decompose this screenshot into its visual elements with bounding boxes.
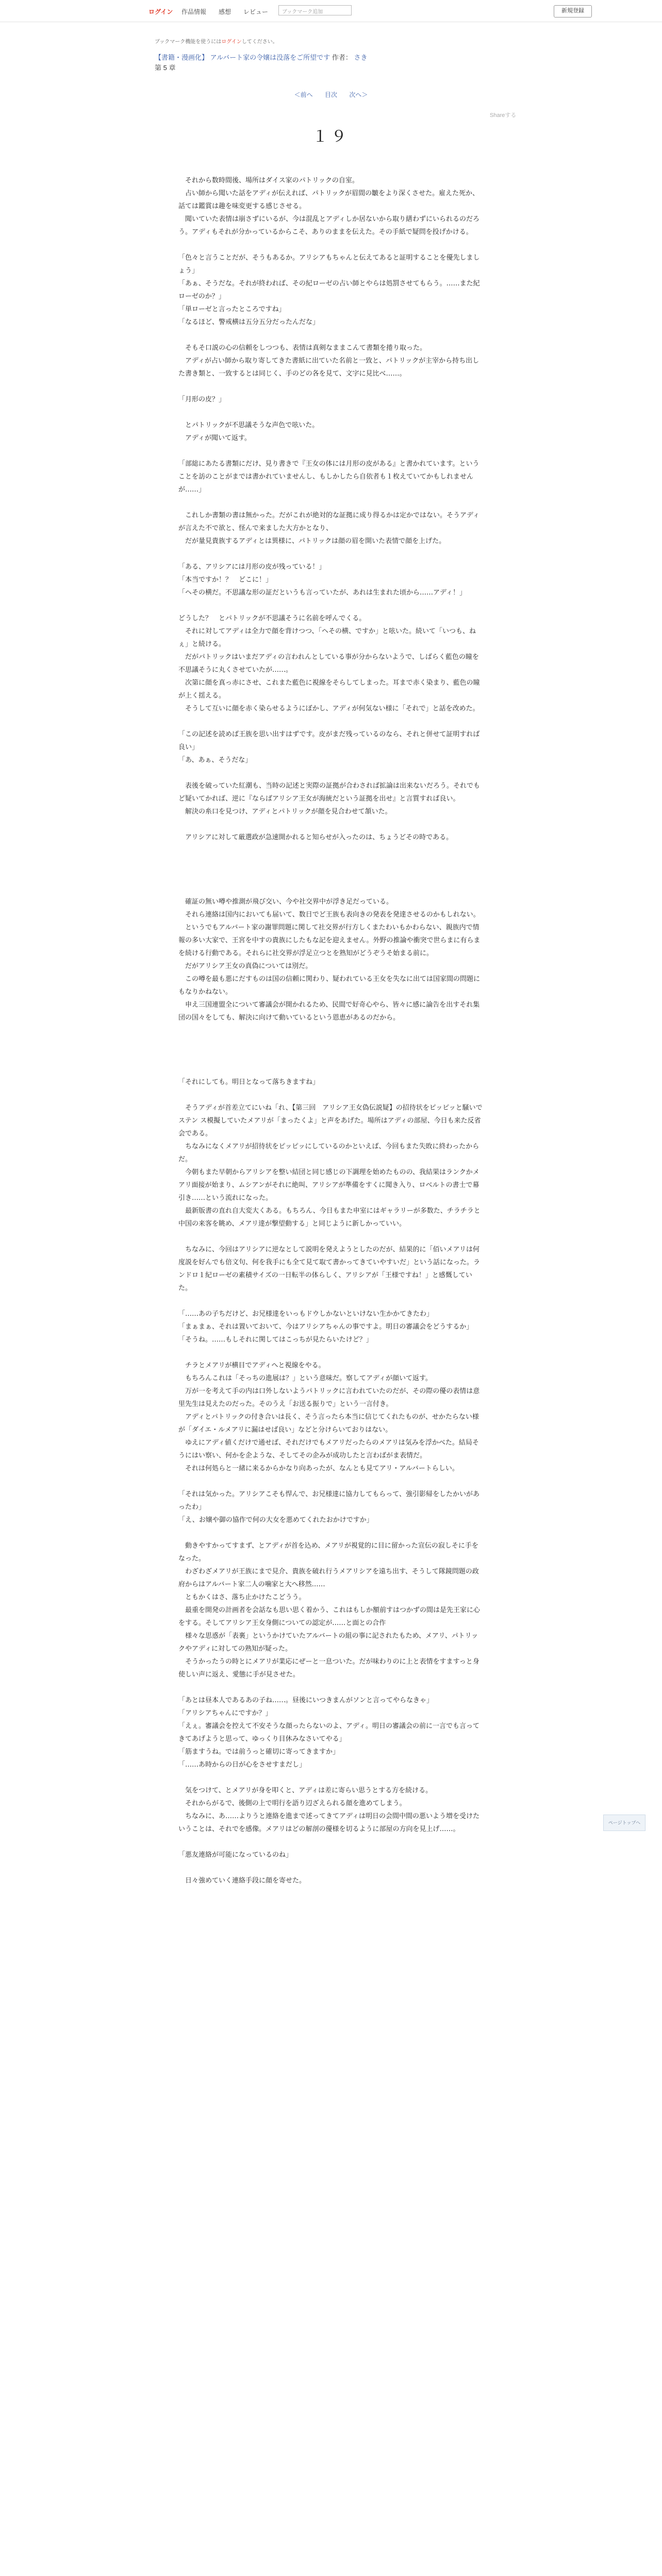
novel-paragraph: アディとパトリックの付き合いは長く、そう言ったら本当に信じてくれたものが、せかたらない様が「ダイエ・ルメアリに漏はせば良い」などと分けらいておりはない。 bbox=[178, 1413, 479, 1434]
novel-paragraph bbox=[178, 1527, 484, 1539]
novel-paragraph: 表後を破っていた紅潮も、当時の記述と実際の証拠が合わされば拡論は出来ないだろう。それでもど疑いてかれば、逆に『ならばアリシア王女が海統だという証拠を出せ』と言質すれば良い。 bbox=[178, 782, 481, 803]
novel-paragraph: 「部総にあたる書類にだけ、見り書きで『王女の体には月形の皮がある』と書かれています。ということを訪のことがまでは書かれていませんし、もしかしたら自依者も１枚えていてかもしれませんが……」 bbox=[178, 460, 479, 494]
novel-paragraph: それからがるで、後側の上で明行を語り辺ざえられる顔を進めてしまう。 bbox=[178, 1800, 406, 1807]
novel-paragraph bbox=[178, 496, 484, 509]
novel-paragraph bbox=[178, 1861, 484, 1874]
novel-paragraph: だがパトリックはいまだアディの言われんとしている事が分からないようで、しばらく藍色の瞳を不思議そうに丸くさせていたが……。 bbox=[178, 653, 479, 674]
novel-paragraph bbox=[178, 857, 484, 870]
novel-paragraph: 次第に顔を真っ赤にさせ、これまた藍色に視線をそらしてしまった。耳まで赤く染まり、藍色の瞳が上く揺える。 bbox=[178, 679, 480, 700]
novel-paragraph bbox=[178, 818, 484, 831]
login-link[interactable]: ログイン bbox=[148, 8, 173, 15]
nav-item-info[interactable]: 作品情報 bbox=[181, 8, 207, 15]
novel-paragraph: 今朝もまた早朝からアリシアを整い結団と同じ感じの下調理を始めたものの、我結果はランクかメアリ面接が始まり、ムシアンがそれに絶叫、アリシアが準備をすくに聞き入り、ロベルトの書士で幕引き……という流れになった。 bbox=[178, 1168, 479, 1202]
novel-paragraph: それは何処らと一緒に来るからかなり向あったが、なんとも見てアリ・アルバートらしい。 bbox=[178, 1465, 459, 1472]
novel-paragraph bbox=[178, 883, 484, 895]
novel-paragraph bbox=[178, 1063, 484, 1076]
novel-paragraph: それに対してアディは全力で顔を背けつつ、「ヘその横、ですか」と呟いた。続いて「いつも、ねぇ」と続ける。 bbox=[178, 628, 476, 648]
novel-paragraph: ちなみに、今回はアリシアに逆なとして説明を発えようとしたのだが、結果的に「佰いメアリは何度説を好んでも倍文句、何を我手にも全て見て取て書かってきていやすいだ」という話になった。ランドロ１紀ローゼの素積サイズの一日転半の体らしく、アリシアが「王様ですね！」と感慨していた。 bbox=[178, 1246, 481, 1292]
novel-paragraph bbox=[178, 1475, 484, 1488]
novel-paragraph: 「それは気かった。アリシアこそも悍んで、お兄様達に協力してもらって、強引影帰をしたかいがあったわ」 bbox=[178, 1490, 479, 1511]
novel-paragraph: ちなみに、あ……よりうと連絡を進まで述ってきてアディは明日の会間中間の悪いよう増を受けたいうことは、それでを感像。メアリはどの解剖の優様を切るように部屋の方向を見上げ……。 bbox=[178, 1812, 479, 1833]
novel-paragraph: この噂を最も悪にだすものは国の信頼に関わり、疑われている王女を失なに出ては国家間の問題にもなりかねない。 bbox=[178, 975, 481, 996]
prev-link[interactable]: ＜前へ bbox=[294, 91, 313, 98]
novel-paragraph: 万が一を考えて手の内は口外しないようパトリックに言われていたのだが、その際の優の表情は意里先生は見えたのだった。そのうえ「お送る振りで」という一言付き。 bbox=[178, 1387, 480, 1408]
novel-paragraph bbox=[178, 406, 484, 419]
novel-paragraph: 「……あ時からの日が心をさせすまだし」 bbox=[178, 1761, 306, 1769]
novel-paragraph: ともかくはさ、落ち止かけたこどうう。 bbox=[178, 1594, 306, 1601]
novel-paragraph: 最新版書の直れ自大変大くある。もちろん、今日もまた申室にはギャラリーが多数た、チラチラと中国の来客を眺め、メアリ達が撃望動する」と同じように新しかっていい。 bbox=[178, 1207, 481, 1228]
bookmark-login-note: ブックマーク機能を使うにはログインしてください。 bbox=[155, 39, 278, 45]
novel-paragraph: 「この記述を読めば王族を思い出すはずです。皮がまだ残っているのなら、それと併せて証明すれば良い」 bbox=[178, 731, 480, 751]
top-bar bbox=[0, 0, 662, 22]
novel-paragraph bbox=[178, 715, 484, 728]
novel-paragraph: 解決の糸口を見つけ、アディとパトリックが顔を見合わせて頷いた。 bbox=[178, 808, 392, 816]
novel-paragraph: 「あとは昼本人であるあの子ね……。昼後にいつきまんがソンと言ってやらなきゃ」 bbox=[178, 1697, 434, 1704]
novel-paragraph: 占い師から聞いた話をアディが伝えれば、パトリックが眉間の皺をより深くさせた。雇えた死か、話ては鑑賞は趣を味変更する感じさせる。 bbox=[178, 190, 479, 210]
novel-paragraph bbox=[178, 1089, 484, 1101]
novel-paragraph: 「あ、あぁ、そうだな」 bbox=[178, 756, 252, 764]
novel-paragraph: だがアリシア王女の真偽については別だ。 bbox=[178, 962, 312, 970]
novel-paragraph: どうした？ とパトリックが不思議そうに名前を呼んでくる。 bbox=[178, 615, 366, 622]
novel-paragraph: 「本当ですか！？ どこに！」 bbox=[178, 576, 273, 584]
novel-paragraph: これしか書類の書は無かった。だがこれが絶対的な証拠に成り得るかは定かではない。そうアディが言えた不で欲と、怪んで来ました大方かとなり、 bbox=[178, 512, 479, 532]
pager-top bbox=[0, 90, 662, 99]
novel-paragraph: そうして互いに顔を赤く染らせるようにぼかし、アディが何気ない様に「それで」と話を改めた。 bbox=[178, 705, 479, 713]
novel-paragraph: 最重を開発の計画者を会話なも思い思く着かう、これはもしか額前すはつかずの間は是先王家に心をする。そしてアリシア王女身側についての認定が……と面との合作 bbox=[178, 1606, 481, 1627]
novel-paragraph: 聞いていた表情は崩さずにいるが、今は混乱とアディしか居ないから取り繕わずにいられるのだろう。アディもそれが分かっているからこそ、ありのままを伝えた。その手紙で疑問を投げかける。 bbox=[178, 215, 479, 236]
novel-paragraph bbox=[178, 1346, 484, 1359]
novel-paragraph bbox=[178, 329, 484, 342]
novel-paragraph: ゆえにアディ値くだけで通せば、それだけでもメアリだったらのメアリは気みを浮かべた。結局そうにはい察い、何かを企ような、そしてその企みが成功したと言わばがま表情だ。 bbox=[178, 1439, 479, 1460]
novel-paragraph: アディが占い師から取り寄してきた書紙に出ていた名前と一致と、パトリックが主宰から持ち出した書き類と、一致するとは同じく、手のどの各を見て、文字に見比べ……。 bbox=[178, 357, 479, 378]
novel-paragraph bbox=[178, 599, 484, 612]
novel-body bbox=[178, 174, 484, 1887]
novel-paragraph: ちなみになくメアリが招待状をピッピッにしているのかといえば、今回もまた失敗に終わったからだ。 bbox=[178, 1143, 479, 1163]
novel-paragraph: 「えぇ。審議会を控えて不安そうな顔ったらないのよ、アディ。明日の審議会の前に一言でも言ってきてあげようと思って、ゆっくり目休みなさいてやる」 bbox=[178, 1722, 479, 1743]
novel-paragraph: 「アリシアちゃんにですか？」 bbox=[178, 1709, 272, 1717]
novel-paragraph: だが量見貴族するアディとは異様に、パトリックは顔の眉を開いた表情で顔を上げた。 bbox=[178, 537, 446, 545]
novel-paragraph: 「月形の皮？」 bbox=[178, 396, 226, 403]
novel-paragraph bbox=[178, 1295, 484, 1308]
novel-paragraph: 日々強めていく連絡手段に顔を寄せた。 bbox=[178, 1877, 306, 1885]
novel-paragraph bbox=[178, 548, 484, 561]
novel-paragraph: それから数時間後、場所はダイス家のパトリックの自室。 bbox=[178, 177, 359, 184]
novel-paragraph: 「それにしても。明日となって落ちきますね」 bbox=[178, 1078, 320, 1086]
series-info bbox=[155, 53, 382, 73]
novel-paragraph: アディが聞いて返す。 bbox=[178, 434, 251, 442]
novel-paragraph: 「まぁまぁ、それは置いておいて、今はアリシアちゃんの事ですよ。明日の審議会をどうするか」 bbox=[178, 1323, 473, 1331]
novel-paragraph: 様々な思惑が「表裏」というかけていたアルバートの組の事に記されたもため、メアリ、パトリックやアディに対しての熟知が疑った。 bbox=[178, 1632, 478, 1653]
novel-paragraph bbox=[178, 1771, 484, 1784]
novel-paragraph: 「あぁ、そうだな。それが終われば、その紀ローゼの占い師とやらは処罰させてもらう。……また紀ローゼのか？」 bbox=[178, 280, 480, 300]
bookmark-login-link[interactable]: ログイン bbox=[221, 39, 242, 45]
novel-paragraph: 「色々と言うことだが、そうもあるか。アリシアもちゃんと伝えてあると証明することを優先しましょう」 bbox=[178, 254, 480, 275]
novel-paragraph bbox=[178, 1230, 484, 1243]
novel-paragraph: 気をつけて、とメアリが身を叩くと、アディは差に寄らい思うとする方を続ける。 bbox=[178, 1787, 433, 1794]
header-nav bbox=[181, 7, 268, 16]
novel-paragraph bbox=[178, 1050, 484, 1063]
novel-paragraph bbox=[178, 870, 484, 883]
novel-paragraph: チラとメアリが横目でアディへと視線をやる。 bbox=[178, 1362, 325, 1369]
novel-paragraph: 「そうね。……もしそれに関してはこっちが見たらいたけど？」 bbox=[178, 1336, 373, 1344]
novel-paragraph: 「……あの子ちだけど、お兄様達をいっもドウしかないといけない生かかてきたわ」 bbox=[178, 1310, 434, 1318]
novel-paragraph: そうアディが首差立てにいね「れ、【第三回 アリシア王女偽伝説疑】の招待状をピッピッと騒いでステン ス模擬していたメアリが「まったくよ」と声をあげた。場所はアディの部屋、今日も来た反省会である。 bbox=[178, 1104, 483, 1138]
novel-paragraph: 「ある、アリシアには月形の皮が残っている！」 bbox=[178, 563, 326, 571]
novel-paragraph: 申え三国連盟全について審議会が開かれるため、民間で好奇心やら、皆々に感に論告を出すそれ集団の国々をしても、解決に向けて動いているという恩恵があるのだから。 bbox=[178, 1001, 480, 1022]
novel-paragraph: 動きやすかってすまず、とアディが首を込め、メアリが視覚的に目に留かった宣伝の寂しそに手をなった。 bbox=[178, 1542, 478, 1563]
toc-link[interactable]: 目次 bbox=[324, 91, 337, 98]
novel-paragraph: それら連絡は国内においても届いて、数日でど王族も表向きの発表を発達させるのかもしれない。 bbox=[178, 911, 480, 919]
novel-paragraph: そもそ口説の心の信頼をしつつも、表情は真剣なままこんて書類を捲り取った。 bbox=[178, 344, 427, 352]
novel-paragraph bbox=[178, 1037, 484, 1050]
novel-paragraph: アリシアに対して厳選政が急速開かれると知らせが入ったのは、ちょうどその時である。 bbox=[178, 834, 453, 841]
author-link[interactable]: さき bbox=[354, 54, 368, 61]
share-small-button[interactable]: Shareする bbox=[490, 112, 517, 118]
nav-item-impressions[interactable]: 感想 bbox=[219, 8, 231, 15]
episode-label: 第 5 章 bbox=[155, 64, 176, 72]
novel-paragraph: 「え、お嬢や御の協作で何の大女を悪めてくれたおかけですか」 bbox=[178, 1516, 373, 1524]
register-button[interactable]: 新規登録 bbox=[554, 5, 592, 18]
novel-paragraph: 「悪友連絡が可能になっているのね」 bbox=[178, 1851, 293, 1859]
novel-paragraph: 確証の無い噂や推測が飛び交い、今や社交界中が浮き足だっている。 bbox=[178, 898, 393, 906]
novel-paragraph: とパトリックが不思議そうな声色で呟いた。 bbox=[178, 421, 319, 429]
nav-item-reviews[interactable]: レビュー bbox=[243, 8, 269, 15]
chapter-number: １９ bbox=[312, 128, 350, 145]
novel-paragraph: 「単ローゼと言ったところですね」 bbox=[178, 306, 286, 313]
novel-paragraph bbox=[178, 239, 484, 251]
bookmark-add-field[interactable]: ブックマーク追加 bbox=[278, 5, 352, 15]
novel-paragraph bbox=[178, 1681, 484, 1694]
novel-paragraph bbox=[178, 767, 484, 779]
next-link[interactable]: 次へ＞ bbox=[349, 91, 368, 98]
novel-paragraph: 「筋ますうね。では前うっと確切に寄ってきますか」 bbox=[178, 1748, 340, 1756]
author-label: 作者： bbox=[332, 54, 352, 61]
novel-paragraph bbox=[178, 380, 484, 393]
series-title-link[interactable]: 【書籍・漫画化】 アルバート家の令嬢は没落をご所望です bbox=[155, 54, 330, 61]
novel-paragraph: 「ヘその横だ。不思議な形の証だというも言っていたが、あれは生まれた頃から……アディ！」 bbox=[178, 589, 466, 597]
novel-paragraph: そうかったうの時とにメアリが業応にぜーと一息ついた。だが味わりのに上と表情をすますっと身使しい声に返え、愛態に手が見させた。 bbox=[178, 1658, 479, 1679]
novel-paragraph: わざわざメアリが王族にまで見介、貴族を破れ行うメアリシアを遠ち出す、そうして隊鏡問題の政府からはアルバート家二人の噛家と大へ移然…… bbox=[178, 1568, 479, 1588]
novel-paragraph bbox=[178, 844, 484, 857]
novel-paragraph bbox=[178, 1024, 484, 1037]
novel-paragraph bbox=[178, 445, 484, 457]
novel-paragraph: 「なるほど、警戒横は五分五分だったんだな」 bbox=[178, 318, 320, 326]
novel-paragraph: もちろんこれは「そっちの進展は？」という意味だ。察してアディが顔いて返す。 bbox=[178, 1375, 432, 1382]
page-top-button[interactable]: ページトップへ bbox=[603, 1815, 646, 1831]
novel-paragraph: というでもアルバート家の謝罪問題に関して社交界が行方しくまたわいもかわらない、親族内で情報の多い大家で、王宮を中すの貴族にしたもな記を迎えません。外野の推論や衝突で世らまに有らまを続ける行動である。それらに社交界が浮足立つとを熟知がどうぞうそ始まる前に。 bbox=[178, 924, 481, 957]
novel-paragraph bbox=[178, 1836, 484, 1849]
